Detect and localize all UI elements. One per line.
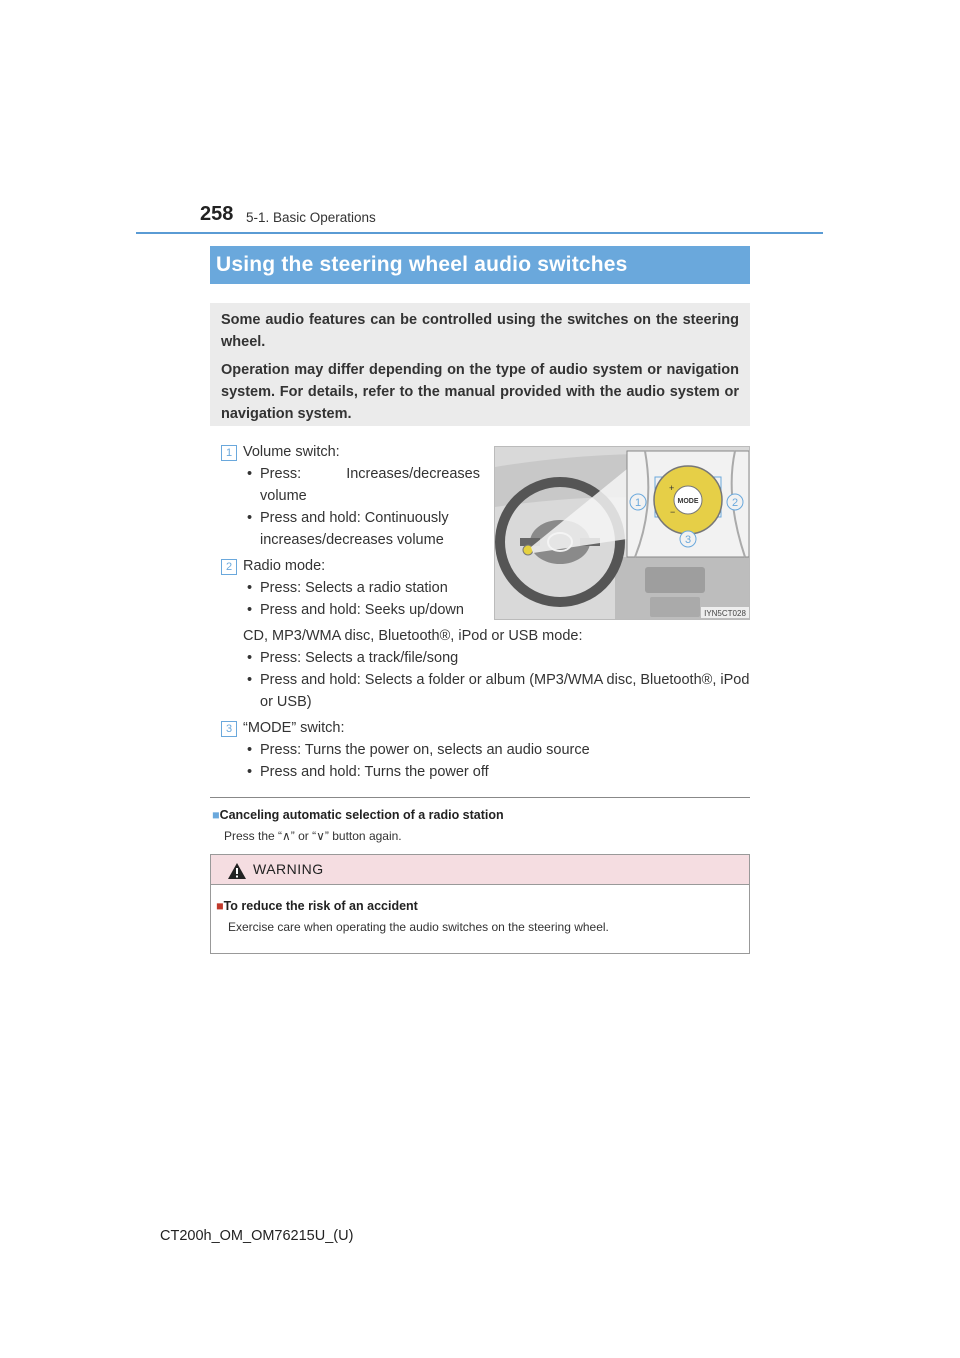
page-number: 258	[200, 203, 234, 225]
figure-code: IYN5CT028	[704, 609, 746, 618]
bullet-volume-press: Press: Increases/decreases volume	[260, 466, 480, 504]
note-rule	[210, 797, 750, 798]
intro-box	[210, 303, 750, 426]
item-number-2: 2	[221, 559, 237, 575]
figure-callout-2: 2	[731, 497, 739, 509]
square-bullet-icon: ■	[212, 808, 220, 822]
figure-callout-3: 3	[684, 534, 692, 546]
note-text: Press the “∧” or “∨” button again.	[224, 829, 402, 843]
figure-callout-1: 1	[634, 497, 642, 509]
warning-title: WARNING	[253, 861, 324, 877]
bullet-dot: •	[247, 602, 253, 618]
footer-code: CT200h_OM_OM76215U_(U)	[160, 1228, 354, 1244]
bullet-dot: •	[247, 650, 253, 666]
bullet-dot: •	[247, 466, 253, 482]
bullet-radio-hold: Press and hold: Seeks up/down	[260, 602, 464, 618]
page-title: Using the steering wheel audio switches	[216, 253, 628, 276]
bullet-dot: •	[247, 672, 253, 688]
bullet-dot: •	[247, 510, 253, 526]
section-title: 5-1. Basic Operations	[246, 210, 376, 225]
bullet-media-hold: Press and hold: Selects a folder or album (MP3/WMA disc, Bluetooth®, iPod or USB)	[260, 672, 750, 710]
item-heading-media: CD, MP3/WMA disc, Bluetooth®, iPod or USB mode:	[243, 628, 583, 644]
warning-heading-text: To reduce the risk of an accident	[223, 899, 418, 913]
steering-wheel-figure	[494, 446, 750, 620]
warning-text: Exercise care when operating the audio switches on the steering wheel.	[228, 920, 609, 934]
item-heading-radio: Radio mode:	[243, 558, 326, 574]
item-heading-volume: Volume switch:	[243, 444, 340, 460]
square-bullet-icon: ■	[216, 899, 224, 913]
bullet-dot: •	[247, 580, 253, 596]
warning-triangle-icon	[227, 862, 247, 880]
bullet-radio-press: Press: Selects a radio station	[260, 580, 448, 596]
steering-wheel-illustration	[495, 447, 750, 620]
bullet-mode-hold: Press and hold: Turns the power off	[260, 764, 489, 780]
svg-text:+: +	[669, 483, 675, 493]
mode-label: MODE	[677, 498, 699, 505]
bullet-dot: •	[247, 764, 253, 780]
bullet-dot: •	[247, 742, 253, 758]
intro-paragraph-2: Operation may differ depending on the type of audio system or navigation system. For details, refer to the manual provided with the audio system or navigation system.	[221, 362, 739, 422]
item-heading-mode: “MODE” switch:	[243, 720, 345, 736]
intro-paragraph-1: Some audio features can be controlled using the switches on the steering wheel.	[221, 312, 739, 350]
bullet-media-press: Press: Selects a track/file/song	[260, 650, 459, 666]
bullet-volume-hold: Press and hold: Continuously increases/decreases volume	[260, 510, 449, 548]
item-number-1: 1	[221, 445, 237, 461]
svg-text:−: −	[670, 507, 676, 517]
note-heading-text: Canceling automatic selection of a radio station	[219, 808, 504, 822]
bullet-mode-press: Press: Turns the power on, selects an audio source	[260, 742, 590, 758]
note-heading	[212, 808, 504, 822]
header-rule	[136, 232, 823, 234]
item-number-3: 3	[221, 721, 237, 737]
warning-heading	[216, 899, 418, 913]
